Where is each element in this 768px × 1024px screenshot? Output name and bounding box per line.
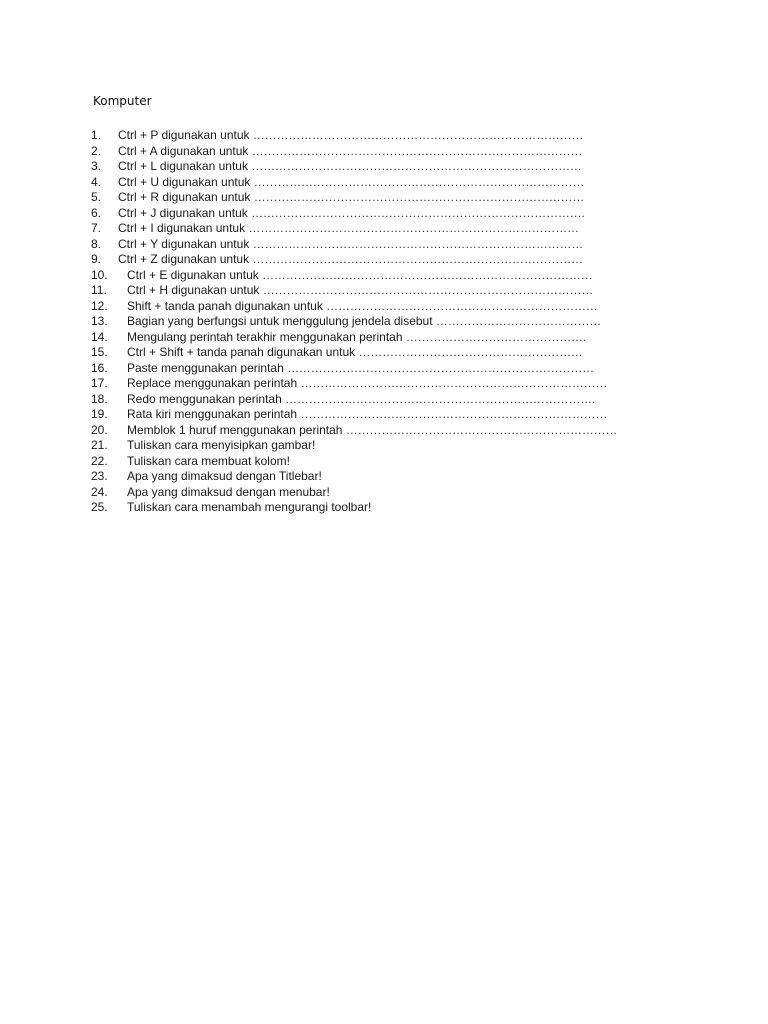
question-number: 3. bbox=[91, 159, 102, 173]
question-label: Ctrl + L digunakan untuk bbox=[118, 159, 252, 173]
question-label: Ctrl + Z digunakan untuk bbox=[118, 252, 253, 266]
question-number: 1. bbox=[91, 128, 102, 142]
question-item bbox=[91, 469, 691, 485]
question-text bbox=[118, 175, 584, 191]
question-item bbox=[91, 485, 691, 501]
question-number: 19. bbox=[91, 407, 108, 421]
question-number: 11. bbox=[91, 283, 107, 297]
question-number: 10. bbox=[91, 267, 108, 282]
question-item bbox=[91, 159, 691, 175]
question-label: Apa yang dimaksud dengan menubar! bbox=[127, 484, 330, 499]
question-label: Shift + tanda panah digunakan untuk bbox=[127, 298, 327, 313]
question-number: 6. bbox=[91, 205, 102, 220]
question-text bbox=[127, 454, 290, 470]
answer-blank-dots: …………………………………………………………………… bbox=[300, 407, 608, 421]
question-text bbox=[127, 469, 322, 485]
answer-blank-dots: …………………………………… bbox=[435, 314, 602, 328]
question-number: 17. bbox=[91, 376, 108, 390]
question-label: Ctrl + P digunakan untuk bbox=[118, 128, 253, 142]
answer-blank-dots: ………………………………………………………………………… bbox=[251, 159, 582, 173]
question-label: Ctrl + E digunakan untuk bbox=[127, 267, 263, 282]
answer-blank-dots: ………………………………………………………………………… bbox=[253, 174, 585, 189]
answer-blank-dots: ………………………………………………………………………… bbox=[251, 143, 583, 158]
answer-blank-dots: …………………………………………………………… bbox=[326, 298, 598, 313]
question-label: Tuliskan cara menyisipkan gambar! bbox=[127, 438, 316, 452]
answer-blank-dots: …………………………………………………………… bbox=[345, 422, 618, 437]
question-number: 4. bbox=[91, 174, 102, 189]
question-number: 8. bbox=[91, 236, 102, 251]
question-label: Memblok 1 huruf menggunakan perintah bbox=[127, 422, 346, 437]
question-label: Ctrl + Shift + tanda panah digunakan untuk bbox=[127, 345, 359, 359]
question-list bbox=[91, 128, 691, 516]
question-number: 12. bbox=[91, 298, 108, 313]
question-label: Ctrl + Y digunakan untuk bbox=[118, 236, 253, 251]
question-item bbox=[91, 268, 691, 284]
question-item bbox=[91, 206, 691, 222]
question-label: Ctrl + I digunakan untuk bbox=[118, 221, 249, 235]
question-text bbox=[118, 206, 585, 222]
question-item bbox=[91, 376, 691, 392]
question-text bbox=[118, 128, 583, 144]
question-label: Rata kiri menggunakan perintah bbox=[127, 407, 301, 421]
question-label: Mengulang perintah terakhir menggunakan perintah bbox=[127, 329, 406, 344]
answer-blank-dots: ………………………………………………………………………… bbox=[252, 128, 584, 142]
answer-blank-dots: …………………………………………………………………… bbox=[287, 360, 594, 375]
question-label: Paste menggunakan perintah bbox=[127, 360, 288, 375]
question-item bbox=[91, 330, 691, 346]
question-number: 16. bbox=[91, 360, 108, 375]
question-text bbox=[127, 376, 607, 392]
question-text bbox=[118, 252, 583, 268]
question-text bbox=[127, 345, 583, 361]
question-text bbox=[127, 314, 601, 330]
question-number: 5. bbox=[91, 190, 102, 204]
question-item bbox=[91, 500, 691, 516]
question-number: 7. bbox=[91, 221, 102, 235]
question-label: Tuliskan cara membuat kolom! bbox=[127, 453, 290, 468]
question-item bbox=[91, 237, 691, 253]
question-text bbox=[118, 190, 584, 206]
question-number: 21. bbox=[91, 438, 108, 452]
question-text bbox=[127, 361, 594, 377]
question-item bbox=[91, 423, 691, 439]
question-text bbox=[118, 144, 582, 160]
question-label: Tuliskan cara menambah mengurangi toolbar! bbox=[127, 500, 372, 514]
answer-blank-dots: ………………………………………………………………………… bbox=[262, 283, 594, 297]
question-text bbox=[127, 392, 595, 408]
answer-blank-dots: ………………………………………………………………………… bbox=[262, 267, 593, 282]
answer-blank-dots: ………………………………………………………………………… bbox=[248, 221, 579, 235]
question-label: Ctrl + H digunakan untuk bbox=[127, 283, 263, 297]
question-label: Apa yang dimaksud dengan Titlebar! bbox=[127, 469, 322, 483]
question-number: 23. bbox=[91, 469, 108, 483]
question-text bbox=[127, 330, 586, 346]
question-label: Ctrl + U digunakan untuk bbox=[118, 174, 254, 189]
question-text bbox=[127, 268, 593, 284]
answer-blank-dots: ………………………………………………… bbox=[358, 345, 583, 359]
question-number: 20. bbox=[91, 422, 108, 437]
answer-blank-dots: ………………………………………………………………………… bbox=[252, 252, 583, 266]
question-label: Ctrl + R digunakan untuk bbox=[118, 190, 254, 204]
document-title: Komputer bbox=[93, 94, 152, 108]
question-label: Redo menggunakan perintah bbox=[127, 391, 286, 406]
answer-blank-dots: …………………………………………………………………… bbox=[300, 376, 608, 390]
question-number: 15. bbox=[91, 345, 108, 359]
answer-blank-dots: ……………………………………………………………………. bbox=[285, 391, 596, 406]
question-item bbox=[91, 454, 691, 470]
question-text bbox=[127, 500, 371, 516]
question-item bbox=[91, 144, 691, 160]
question-item bbox=[91, 392, 691, 408]
question-item bbox=[91, 283, 691, 299]
question-text bbox=[118, 237, 583, 253]
question-number: 14. bbox=[91, 329, 108, 344]
answer-blank-dots: ………………………………………. bbox=[405, 329, 586, 344]
question-item bbox=[91, 221, 691, 237]
question-label: Bagian yang berfungsi untuk menggulung jendela disebut bbox=[127, 314, 436, 328]
question-text bbox=[127, 407, 607, 423]
question-item bbox=[91, 175, 691, 191]
question-text bbox=[127, 283, 593, 299]
question-number: 24. bbox=[91, 484, 108, 499]
question-text bbox=[127, 299, 598, 315]
answer-blank-dots: …………………………………………………………………………. bbox=[251, 205, 585, 220]
question-label: Ctrl + A digunakan untuk bbox=[118, 143, 252, 158]
question-item bbox=[91, 128, 691, 144]
question-item bbox=[91, 190, 691, 206]
question-item bbox=[91, 361, 691, 377]
question-number: 22. bbox=[91, 453, 108, 468]
question-item bbox=[91, 299, 691, 315]
question-text bbox=[118, 221, 579, 237]
question-item bbox=[91, 407, 691, 423]
question-item bbox=[91, 345, 691, 361]
question-label: Ctrl + J digunakan untuk bbox=[118, 205, 252, 220]
question-text bbox=[118, 159, 582, 175]
question-number: 18. bbox=[91, 391, 108, 406]
question-item bbox=[91, 438, 691, 454]
question-item bbox=[91, 314, 691, 330]
answer-blank-dots: ………………………………………………………………………… bbox=[253, 190, 585, 204]
question-number: 25. bbox=[91, 500, 108, 514]
question-number: 9. bbox=[91, 252, 102, 266]
question-item bbox=[91, 252, 691, 268]
question-text bbox=[127, 438, 315, 454]
question-text bbox=[127, 423, 617, 439]
question-text bbox=[127, 485, 330, 501]
answer-blank-dots: ………………………………………………………………………… bbox=[252, 236, 584, 251]
question-number: 2. bbox=[91, 143, 102, 158]
question-number: 13. bbox=[91, 314, 108, 328]
question-label: Replace menggunakan perintah bbox=[127, 376, 301, 390]
